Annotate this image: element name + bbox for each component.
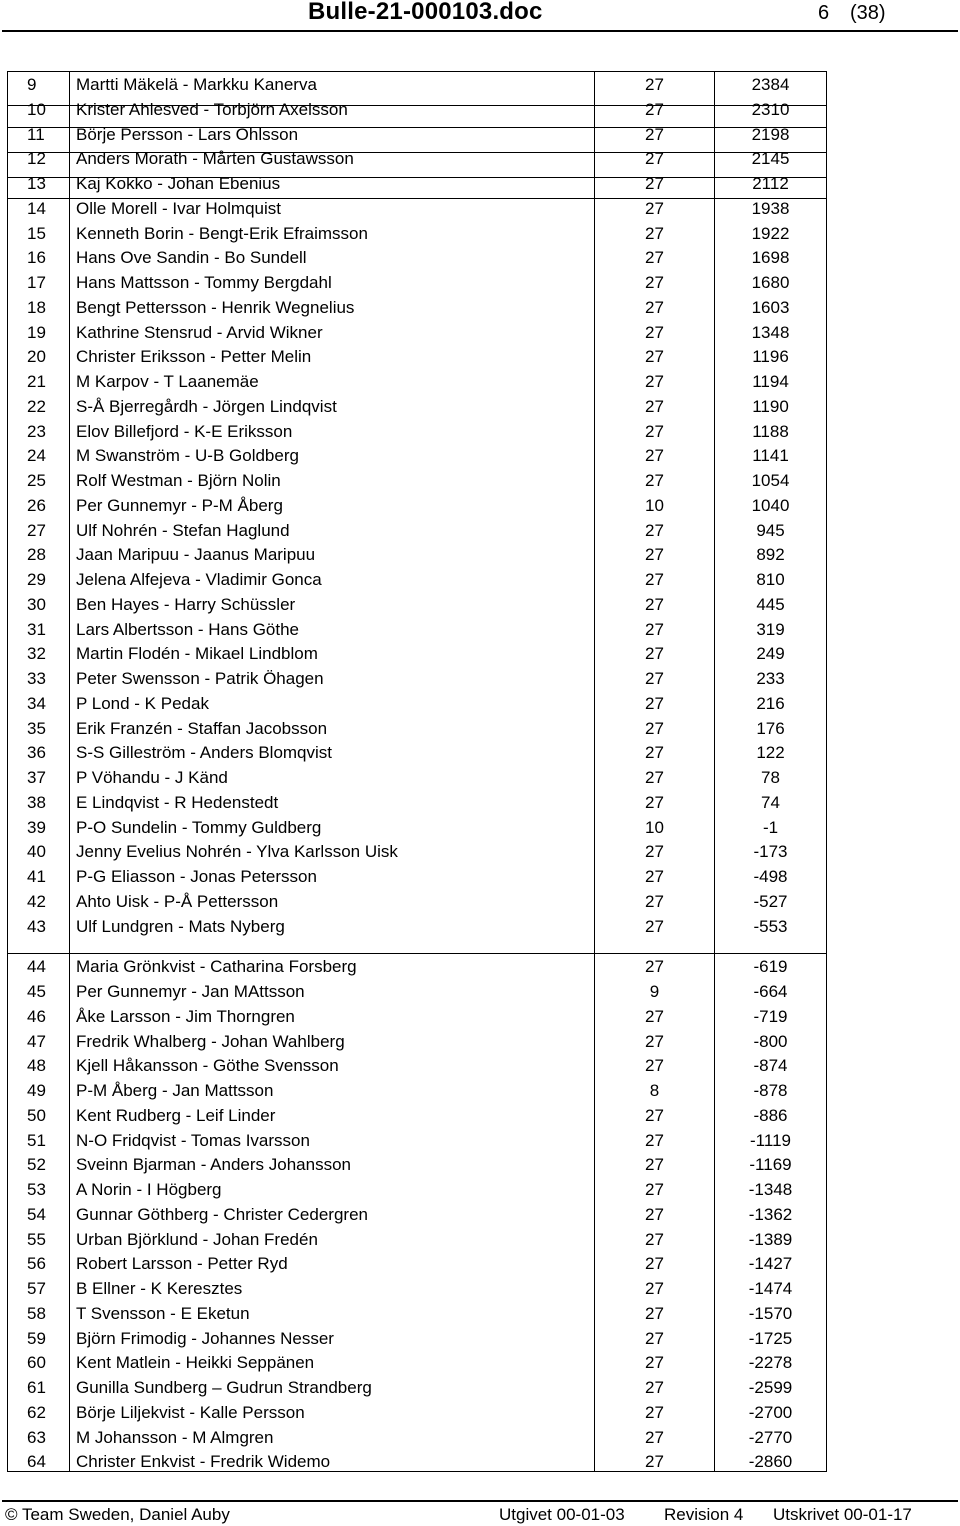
boards-cell: 27 [645, 1180, 664, 1199]
rank-cell: 55 [27, 1229, 46, 1249]
boards-cell: 27 [645, 1254, 664, 1274]
boards-cell: 27 [645, 248, 664, 268]
score-cell: -1169 [749, 1155, 792, 1175]
table-row [8, 271, 826, 295]
rank-cell: 60 [27, 1353, 46, 1373]
boards-cell: 27 [645, 471, 664, 490]
footer-printed-date: Utskrivet 00-01-17 [773, 1505, 912, 1524]
page-total: (38) [850, 2, 886, 24]
boards-cell: 27 [645, 1006, 664, 1026]
table-row [8, 840, 826, 864]
pair-name-cell: Jaan Maripuu - Jaanus Maripuu [76, 545, 316, 565]
page-header [0, 0, 960, 30]
score-cell: -619 [753, 957, 788, 977]
pair-name-cell: Kent Matlein - Heikki Seppänen [76, 1353, 315, 1373]
table-row [8, 1376, 826, 1400]
boards-cell: 27 [645, 1452, 664, 1472]
pair-name-cell: P Vöhandu - J Känd [76, 768, 228, 787]
rank-cell: 61 [27, 1378, 46, 1397]
rank-cell: 25 [27, 471, 46, 490]
score-cell: -1725 [748, 1328, 793, 1348]
boards-cell: 27 [645, 619, 664, 639]
boards-cell: 27 [645, 421, 664, 441]
table-row [8, 1450, 826, 1474]
boards-cell: 27 [645, 1303, 664, 1323]
pair-name-cell: Ulf Nohrén - Stefan Haglund [76, 520, 290, 540]
score-cell: -719 [753, 1006, 788, 1026]
table-row [8, 370, 826, 394]
table-row [8, 1327, 826, 1351]
table-row [8, 1129, 826, 1153]
boards-cell: 9 [649, 982, 660, 1001]
rank-cell: 29 [27, 570, 46, 589]
table-row [8, 980, 826, 1004]
pair-name-cell: Bengt Pettersson - Henrik Wegnelius [76, 297, 355, 317]
page-number: 6 [818, 2, 830, 24]
score-cell: 74 [761, 792, 780, 812]
pair-name-cell: Maria Grönkvist - Catharina Forsberg [76, 957, 357, 977]
pair-name-cell: Olle Morell - Ivar Holmquist [76, 198, 281, 218]
pair-name-cell: P-M Åberg - Jan Mattsson [76, 1081, 274, 1100]
page-footer [0, 1503, 960, 1526]
score-cell: -553 [753, 916, 788, 936]
pair-name-cell: Ulf Lundgren - Mats Nyberg [76, 916, 285, 936]
boards-cell: 27 [645, 957, 664, 977]
boards-cell: 27 [645, 99, 664, 119]
boards-cell: 27 [645, 198, 664, 218]
rank-cell: 18 [27, 297, 46, 317]
rank-cell: 64 [27, 1452, 46, 1472]
rank-cell: 19 [27, 322, 46, 342]
pair-name-cell: Ahto Uisk - P-Å Pettersson [76, 891, 279, 911]
boards-cell: 27 [645, 768, 664, 787]
pair-name-cell: Gunilla Sundberg – Gudrun Strandberg [76, 1378, 372, 1397]
table-row [8, 766, 826, 790]
rank-cell: 49 [27, 1081, 46, 1100]
score-cell: -874 [753, 1056, 788, 1076]
score-cell: 319 [756, 619, 785, 639]
table-row [8, 321, 826, 345]
table-row [8, 642, 826, 666]
table-row [8, 222, 826, 246]
rank-cell: 50 [27, 1105, 46, 1125]
pair-name-cell: A Norin - I Högberg [76, 1180, 222, 1199]
pair-name-cell: Åke Larsson - Jim Thorngren [76, 1006, 295, 1026]
table-row [8, 741, 826, 765]
table-row [8, 469, 826, 493]
pair-name-cell: Martin Flodén - Mikael Lindblom [76, 644, 318, 664]
rank-cell: 62 [27, 1402, 46, 1422]
pair-name-cell: Rolf Westman - Björn Nolin [76, 471, 281, 490]
boards-cell: 27 [645, 1056, 664, 1076]
table-row [8, 172, 826, 196]
footer-divider [2, 1500, 958, 1502]
pair-name-cell: Björn Frimodig - Johannes Nesser [76, 1328, 334, 1348]
boards-cell: 10 [645, 817, 664, 837]
boards-cell: 27 [645, 75, 664, 94]
boards-cell: 27 [645, 124, 664, 144]
rank-cell: 24 [27, 446, 46, 466]
footer-revision: Revision 4 [664, 1505, 744, 1524]
table-row [8, 345, 826, 369]
rank-cell: 31 [27, 619, 46, 639]
rank-cell: 10 [27, 99, 46, 119]
table-row [8, 420, 826, 444]
pair-name-cell: M Swanström - U-B Goldberg [76, 446, 299, 466]
boards-cell: 27 [645, 1130, 664, 1150]
boards-cell: 27 [645, 594, 664, 614]
score-cell: 233 [756, 669, 785, 688]
score-cell: 1698 [751, 248, 790, 268]
table-row [8, 717, 826, 741]
score-cell: 2145 [751, 149, 790, 169]
pair-name-cell: Hans Mattsson - Tommy Bergdahl [76, 273, 332, 292]
score-cell: 2384 [751, 75, 790, 94]
boards-cell: 27 [645, 1229, 664, 1249]
score-cell: 176 [756, 718, 785, 738]
score-cell: 1922 [751, 223, 790, 243]
score-cell: -886 [753, 1105, 788, 1125]
rank-cell: 58 [27, 1303, 46, 1323]
pair-name-cell: Ben Hayes - Harry Schüssler [76, 594, 296, 614]
pair-name-cell: N-O Fridqvist - Tomas Ivarsson [76, 1130, 310, 1150]
table-row [8, 667, 826, 691]
pair-name-cell: Börje Liljekvist - Kalle Persson [76, 1402, 305, 1422]
score-cell: -2599 [748, 1378, 793, 1397]
boards-cell: 27 [645, 1378, 664, 1397]
pair-name-cell: T Svensson - E Eketun [76, 1303, 250, 1323]
pair-name-cell: M Johansson - M Almgren [76, 1427, 274, 1447]
score-cell: -878 [753, 1081, 788, 1100]
score-cell: -1 [762, 817, 779, 837]
pair-name-cell: Krister Ahlesved - Torbjörn Axelsson [76, 99, 348, 119]
table-row [8, 1079, 826, 1103]
score-cell: -2278 [748, 1353, 793, 1373]
table-row [8, 444, 826, 468]
score-cell: -2700 [748, 1402, 793, 1422]
boards-cell: 27 [645, 916, 664, 936]
rank-cell: 35 [27, 718, 46, 738]
rank-cell: 17 [27, 273, 46, 292]
table-row [8, 816, 826, 840]
score-cell: 945 [756, 520, 785, 540]
pair-name-cell: Peter Swensson - Patrik Öhagen [76, 669, 324, 688]
table-row [8, 1203, 826, 1227]
boards-cell: 27 [645, 322, 664, 342]
boards-cell: 27 [645, 1155, 664, 1175]
table-row [8, 1351, 826, 1375]
pair-name-cell: Kaj Kokko - Johan Ebenius [76, 174, 281, 193]
rank-cell: 51 [27, 1130, 46, 1150]
boards-cell: 27 [645, 149, 664, 169]
pair-name-cell: B Ellner - K Keresztes [76, 1279, 243, 1298]
boards-cell: 27 [645, 174, 664, 193]
rank-cell: 45 [27, 982, 46, 1001]
boards-cell: 27 [645, 644, 664, 664]
pair-name-cell: Erik Franzén - Staffan Jacobsson [76, 718, 328, 738]
boards-cell: 8 [649, 1081, 660, 1100]
table-row [8, 296, 826, 320]
table-row [8, 890, 826, 914]
boards-cell: 27 [645, 372, 664, 391]
rank-cell: 15 [27, 223, 46, 243]
pair-name-cell: Hans Ove Sandin - Bo Sundell [76, 248, 307, 268]
rank-cell: 13 [27, 174, 46, 193]
table-row [8, 1426, 826, 1450]
pair-name-cell: P-O Sundelin - Tommy Guldberg [76, 817, 322, 837]
score-cell: 445 [756, 594, 785, 614]
table-row [8, 1104, 826, 1128]
table-row [8, 1005, 826, 1029]
score-cell: -1348 [748, 1180, 793, 1199]
table-row [8, 1228, 826, 1252]
score-cell: 1188 [752, 421, 789, 441]
score-cell: -1570 [748, 1303, 793, 1323]
section-divider [8, 953, 826, 954]
table-row [8, 865, 826, 889]
header-divider [2, 30, 958, 32]
boards-cell: 27 [645, 1427, 664, 1447]
rank-cell: 36 [27, 743, 46, 763]
rank-cell: 59 [27, 1328, 46, 1348]
score-cell: 1938 [751, 198, 790, 218]
table-row [8, 1277, 826, 1301]
rank-cell: 32 [27, 644, 46, 664]
score-cell: 1348 [751, 322, 790, 342]
table-row [8, 1030, 826, 1054]
pair-name-cell: Sveinn Bjarman - Anders Johansson [76, 1155, 351, 1175]
boards-cell: 27 [645, 1105, 664, 1125]
boards-cell: 27 [645, 396, 664, 416]
boards-cell: 27 [645, 570, 664, 589]
rank-cell: 57 [27, 1279, 46, 1298]
rank-cell: 27 [27, 520, 46, 540]
table-row [8, 1153, 826, 1177]
score-cell: -664 [753, 982, 788, 1001]
rank-cell: 37 [27, 768, 46, 787]
pair-name-cell: Fredrik Whalberg - Johan Wahlberg [76, 1031, 345, 1051]
score-cell: 2198 [751, 124, 790, 144]
score-cell: -527 [753, 891, 788, 911]
rank-cell: 48 [27, 1056, 46, 1076]
pair-name-cell: P Lond - K Pedak [76, 693, 209, 713]
rank-cell: 47 [27, 1031, 46, 1051]
rank-cell: 53 [27, 1180, 46, 1199]
rank-cell: 54 [27, 1204, 46, 1224]
score-cell: -1119 [750, 1130, 791, 1150]
table-row [8, 1178, 826, 1202]
boards-cell: 27 [645, 669, 664, 688]
rank-cell: 11 [27, 124, 45, 144]
boards-cell: 27 [645, 693, 664, 713]
boards-cell: 27 [645, 347, 664, 367]
pair-name-cell: Kjell Håkansson - Göthe Svensson [76, 1056, 339, 1076]
pair-name-cell: Kathrine Stensrud - Arvid Wikner [76, 322, 323, 342]
pair-name-cell: P-G Eliasson - Jonas Petersson [76, 867, 317, 886]
rank-cell: 28 [27, 545, 46, 565]
rank-cell: 52 [27, 1155, 46, 1175]
score-cell: -1389 [748, 1229, 793, 1249]
rank-cell: 39 [27, 817, 46, 837]
boards-cell: 27 [645, 891, 664, 911]
rank-cell: 22 [27, 396, 46, 416]
score-cell: 1194 [752, 372, 789, 391]
pair-name-cell: M Karpov - T Laanemäe [76, 372, 259, 391]
rank-cell: 46 [27, 1006, 46, 1026]
rank-cell: 16 [27, 248, 46, 268]
pair-name-cell: Per Gunnemyr - P-M Åberg [76, 495, 283, 515]
rank-cell: 38 [27, 792, 46, 812]
table-row [8, 123, 826, 147]
boards-cell: 27 [645, 1402, 664, 1422]
score-cell: -2860 [748, 1452, 793, 1472]
footer-issued-date: Utgivet 00-01-03 [499, 1505, 625, 1524]
table-row [8, 1302, 826, 1326]
score-cell: -1474 [748, 1279, 793, 1298]
boards-cell: 27 [645, 792, 664, 812]
boards-cell: 27 [645, 1328, 664, 1348]
table-row [8, 1401, 826, 1425]
pair-name-cell: Jenny Evelius Nohrén - Ylva Karlsson Uisk [76, 842, 398, 862]
rank-cell: 42 [27, 891, 46, 911]
rank-cell: 33 [27, 669, 46, 688]
score-cell: 2310 [751, 99, 790, 119]
table-row [8, 593, 826, 617]
pair-name-cell: Urban Björklund - Johan Fredén [76, 1229, 318, 1249]
table-row [8, 955, 826, 979]
score-cell: 1054 [751, 471, 790, 490]
pair-name-cell: Börje Persson - Lars Ohlsson [76, 124, 299, 144]
score-cell: 122 [756, 743, 785, 763]
table-row [8, 568, 826, 592]
score-cell: 1603 [751, 297, 790, 317]
boards-cell: 27 [645, 520, 664, 540]
pair-name-cell: Christer Eriksson - Petter Melin [76, 347, 312, 367]
results-table [7, 71, 827, 1472]
rank-cell: 21 [27, 372, 46, 391]
table-row [8, 1252, 826, 1276]
table-row [8, 915, 826, 939]
boards-cell: 27 [645, 1204, 664, 1224]
score-cell: 216 [756, 693, 785, 713]
score-cell: -1427 [748, 1254, 793, 1274]
rank-cell: 12 [27, 149, 46, 169]
pair-name-cell: Per Gunnemyr - Jan MAttsson [76, 982, 305, 1001]
pair-name-cell: Jelena Alfejeva - Vladimir Gonca [76, 570, 322, 589]
boards-cell: 27 [645, 297, 664, 317]
pair-name-cell: Gunnar Göthberg - Christer Cedergren [76, 1204, 368, 1224]
boards-cell: 27 [645, 1353, 664, 1373]
pair-name-cell: Anders Morath - Mårten Gustawsson [76, 149, 354, 169]
table-row [8, 519, 826, 543]
rank-cell: 34 [27, 693, 46, 713]
table-row [8, 246, 826, 270]
boards-cell: 27 [645, 1279, 664, 1298]
rank-cell: 9 [27, 75, 37, 94]
rank-cell: 23 [27, 421, 46, 441]
boards-cell: 27 [645, 1031, 664, 1051]
pair-name-cell: E Lindqvist - R Hedenstedt [76, 792, 279, 812]
boards-cell: 27 [645, 718, 664, 738]
pair-name-cell: Martti Mäkelä - Markku Kanerva [76, 75, 317, 94]
table-row [8, 98, 826, 122]
boards-cell: 27 [645, 223, 664, 243]
score-cell: 1680 [751, 273, 790, 292]
pair-name-cell: Christer Enkvist - Fredrik Widemo [76, 1452, 331, 1472]
table-row [8, 1054, 826, 1078]
pair-name-cell: Kent Rudberg - Leif Linder [76, 1105, 276, 1125]
boards-cell: 27 [645, 743, 664, 763]
score-cell: -800 [753, 1031, 788, 1051]
score-cell: 78 [761, 768, 780, 787]
table-row [8, 692, 826, 716]
rank-cell: 43 [27, 916, 46, 936]
boards-cell: 27 [645, 545, 664, 565]
table-row [8, 618, 826, 642]
pair-name-cell: Elov Billefjord - K-E Eriksson [76, 421, 293, 441]
table-row [8, 395, 826, 419]
pair-name-cell: Kenneth Borin - Bengt-Erik Efraimsson [76, 223, 368, 243]
table-row [8, 543, 826, 567]
boards-cell: 27 [645, 446, 664, 466]
boards-cell: 27 [645, 842, 664, 862]
score-cell: 249 [756, 644, 785, 664]
footer-copyright: © Team Sweden, Daniel Auby [5, 1505, 230, 1524]
boards-cell: 27 [645, 273, 664, 292]
pair-name-cell: S-Å Bjerregårdh - Jörgen Lindqvist [76, 396, 337, 416]
rank-cell: 56 [27, 1254, 46, 1274]
table-row [8, 147, 826, 171]
rank-cell: 40 [27, 842, 46, 862]
table-row [8, 791, 826, 815]
table-row [8, 494, 826, 518]
score-cell: -1362 [748, 1204, 793, 1224]
rank-cell: 41 [27, 867, 46, 886]
score-cell: 1141 [752, 446, 789, 466]
rank-cell: 20 [27, 347, 46, 367]
score-cell: -2770 [748, 1427, 793, 1447]
rank-cell: 44 [27, 957, 46, 977]
rank-cell: 14 [27, 198, 46, 218]
score-cell: -498 [753, 867, 788, 886]
score-cell: 1190 [752, 396, 789, 416]
document-title: Bulle-21-000103.doc [308, 0, 543, 25]
rank-cell: 63 [27, 1427, 46, 1447]
table-row [8, 73, 826, 97]
rank-cell: 26 [27, 495, 46, 515]
score-cell: -173 [753, 842, 788, 862]
score-cell: 2112 [752, 174, 789, 193]
rank-cell: 30 [27, 594, 46, 614]
score-cell: 1040 [751, 495, 790, 515]
score-cell: 1196 [752, 347, 789, 367]
score-cell: 892 [756, 545, 785, 565]
boards-cell: 10 [645, 495, 664, 515]
pair-name-cell: Lars Albertsson - Hans Göthe [76, 619, 300, 639]
score-cell: 810 [756, 570, 785, 589]
boards-cell: 27 [645, 867, 664, 886]
table-row [8, 197, 826, 221]
pair-name-cell: S-S Gilleström - Anders Blomqvist [76, 743, 333, 763]
pair-name-cell: Robert Larsson - Petter Ryd [76, 1254, 288, 1274]
